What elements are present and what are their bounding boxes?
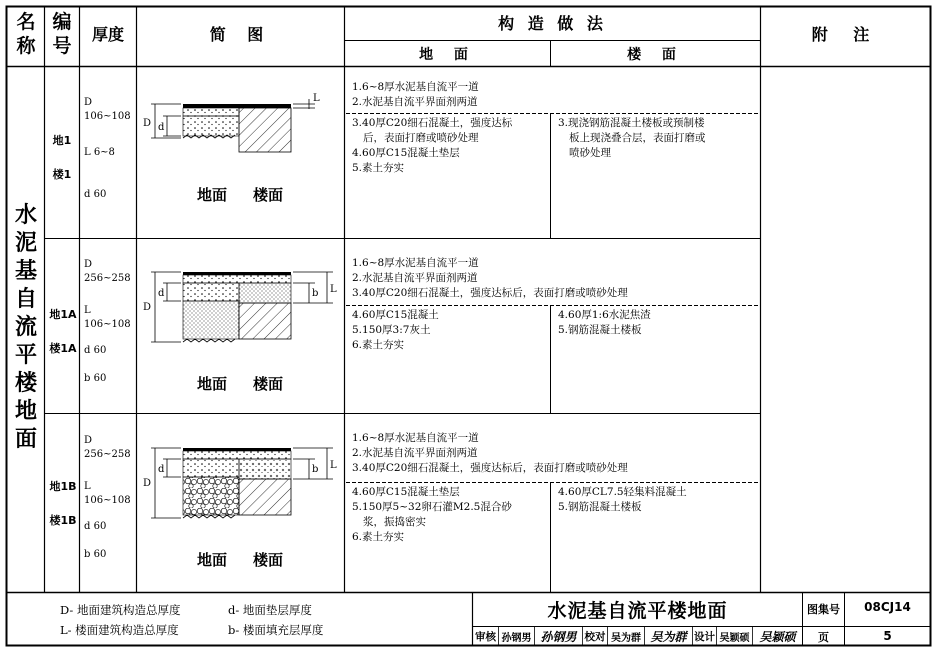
row1-D: D 106~108	[84, 97, 131, 122]
legend-L: L- 楼面建筑构造总厚度	[60, 623, 179, 637]
row3-floor-layer: 5.钢筋混凝土楼板	[558, 501, 642, 513]
row3-ground-layer: 6.素土夯实	[352, 531, 405, 543]
category-char: 自	[14, 287, 37, 312]
drawing-title: 水泥基自流平楼地面	[547, 600, 728, 622]
row2-thickness	[84, 258, 136, 386]
page-label: 页	[818, 631, 829, 644]
row1-floor-layers	[558, 116, 706, 161]
row3-dim-b: b	[312, 464, 319, 475]
row3-ground-layers	[352, 485, 512, 545]
row1-section-diagram	[137, 90, 344, 190]
legend-d: d- 地面垫层厚度	[228, 603, 312, 617]
row3-common-layer: 3.40厚C20细石混凝土，强度达标后，表面打磨或喷砂处理	[352, 462, 628, 474]
header-code	[45, 10, 79, 66]
row3-common-layer: 2.水泥基自流平界面剂两道	[352, 447, 478, 459]
row3-code-floor: 楼1B	[49, 514, 77, 527]
legend-D: D- 地面建筑构造总厚度	[60, 603, 181, 617]
row1-label-floor: 楼面	[252, 186, 283, 204]
row1-code-floor: 楼1	[52, 168, 72, 181]
header-construction: 构 造 做 法	[498, 14, 607, 33]
legend	[60, 600, 323, 640]
row1-label-ground: 地面	[196, 186, 227, 204]
header-name-char-1: 名	[16, 11, 36, 33]
row2-L: L 106~108	[84, 305, 131, 330]
row1-ground-layer: 3.40厚C20细石混凝土，强度达标	[352, 117, 513, 129]
row3-ground-layer: 5.150厚5~32卵石灌M2.5混合砂	[352, 501, 512, 513]
row2-floor-layers	[558, 308, 651, 338]
row2-label-floor: 楼面	[252, 375, 283, 393]
reviewer-signature: 孙钢男	[540, 630, 577, 644]
header-floor: 楼 面	[627, 47, 684, 63]
category-char: 楼	[14, 371, 37, 396]
legend-row	[60, 620, 323, 640]
row3-b: b 60	[84, 549, 107, 560]
row2-common-layer: 2.水泥基自流平界面剂两道	[352, 272, 478, 284]
category-char: 平	[14, 343, 37, 368]
category-char: 流	[14, 315, 37, 340]
category-name	[8, 202, 44, 454]
header-code-char-2: 号	[52, 35, 72, 57]
row2-ground-layer: 4.60厚C15混凝土	[352, 309, 439, 321]
row2-common-layer: 3.40厚C20细石混凝土，强度达标后，表面打磨或喷砂处理	[352, 287, 628, 299]
row2-section-diagram	[137, 262, 344, 362]
row1-dim-d: d	[158, 122, 165, 133]
designer-name: 吴颖硕	[719, 633, 750, 644]
review-label: 审核	[475, 631, 496, 643]
row1-ground-layer: 5.素土夯实	[352, 162, 405, 174]
row3-dim-L: L	[330, 460, 337, 471]
row1-dim-D: D	[143, 118, 152, 129]
row2-b: b 60	[84, 373, 107, 384]
row2-code-ground: 地1A	[49, 308, 77, 321]
row1-ground-layers	[352, 116, 512, 176]
row2-dim-L: L	[330, 284, 337, 295]
row3-code-ground: 地1B	[49, 480, 77, 493]
row1-common-layer: 2.水泥基自流平界面剂两道	[352, 96, 478, 108]
row1-floor-layer: 喷砂处理	[569, 147, 611, 159]
header-name-char-2: 称	[16, 35, 36, 57]
category-char: 泥	[14, 231, 37, 256]
category-char: 地	[14, 399, 37, 424]
check-label: 校对	[584, 631, 606, 643]
row2-code-floor: 楼1A	[49, 342, 77, 355]
reviewer-name: 孙钢男	[501, 633, 532, 644]
row3-dim-d: d	[158, 464, 165, 475]
row3-section-diagram	[137, 438, 344, 538]
row1-codes	[46, 124, 78, 192]
category-char: 水	[14, 203, 37, 228]
page-number: 5	[883, 629, 892, 643]
row2-ground-layer: 5.150厚3:7灰土	[352, 324, 431, 336]
row2-dim-d: d	[158, 288, 165, 299]
checker-name: 吴为群	[611, 633, 641, 644]
row3-L: L 106~108	[84, 481, 131, 506]
category-char: 面	[14, 427, 37, 452]
row2-ground-layer: 6.素土夯实	[352, 339, 405, 351]
designer-signature: 吴颖硕	[759, 630, 796, 644]
header-diagram: 简 图	[209, 25, 272, 44]
row3-D: D 256~258	[84, 435, 131, 460]
atlas-label: 图集号	[807, 603, 840, 616]
row2-ground-layers	[352, 308, 439, 353]
row3-floor-layer: 4.60厚CL7.5轻集料混凝土	[558, 486, 687, 498]
row3-ground-layer: 浆，振捣密实	[363, 516, 426, 528]
row2-common-layers	[352, 256, 628, 301]
atlas-number: 08CJ14	[864, 600, 911, 614]
header-name	[8, 10, 44, 66]
row2-label-ground: 地面	[196, 375, 227, 393]
row3-label-floor: 楼面	[252, 551, 283, 569]
row1-L: L 6~8	[84, 147, 115, 158]
row3-common-layers	[352, 431, 628, 476]
category-char: 基	[14, 259, 37, 284]
row1-common-layers	[352, 80, 479, 110]
row2-codes	[46, 298, 80, 366]
row1-ground-layer: 4.60厚C15混凝土垫层	[352, 147, 460, 159]
row1-code-ground: 地1	[52, 134, 72, 147]
row2-dim-b: b	[312, 288, 319, 299]
header-notes: 附 注	[811, 25, 880, 44]
row1-floor-layer: 板上现浇叠合层，表面打磨或	[569, 132, 706, 144]
header-ground: 地 面	[419, 47, 476, 63]
row3-d: d 60	[84, 521, 107, 532]
row1-d: d 60	[84, 189, 107, 200]
header-thickness: 厚度	[91, 25, 124, 44]
row3-floor-layers	[558, 485, 687, 515]
row2-dim-D: D	[143, 302, 152, 313]
row1-ground-layer: 后，表面打磨或喷砂处理	[363, 132, 479, 144]
row1-thickness	[84, 96, 136, 202]
row2-D: D 256~258	[84, 259, 131, 284]
legend-row	[60, 600, 323, 620]
row3-common-layer: 1.6~8厚水泥基自流平一道	[352, 432, 479, 444]
row1-dim-L: L	[313, 93, 320, 104]
row3-label-ground: 地面	[196, 551, 227, 569]
row2-floor-layer: 5.钢筋混凝土楼板	[558, 324, 642, 336]
legend-b: b- 楼面填充层厚度	[228, 623, 324, 637]
row2-common-layer: 1.6~8厚水泥基自流平一道	[352, 257, 479, 269]
checker-signature: 吴为群	[650, 630, 687, 644]
row2-floor-layer: 4.60厚1:6水泥焦渣	[558, 309, 651, 321]
design-label: 设计	[694, 631, 715, 643]
row2-d: d 60	[84, 345, 107, 356]
row3-thickness	[84, 434, 136, 562]
row3-dim-D: D	[143, 478, 152, 489]
header-code-char-1: 编	[52, 11, 72, 33]
row1-common-layer: 1.6~8厚水泥基自流平一道	[352, 81, 479, 93]
row3-codes	[46, 470, 80, 538]
row3-ground-layer: 4.60厚C15混凝土垫层	[352, 486, 460, 498]
row1-floor-layer: 3.现浇钢筋混凝土楼板或预制楼	[558, 117, 705, 129]
